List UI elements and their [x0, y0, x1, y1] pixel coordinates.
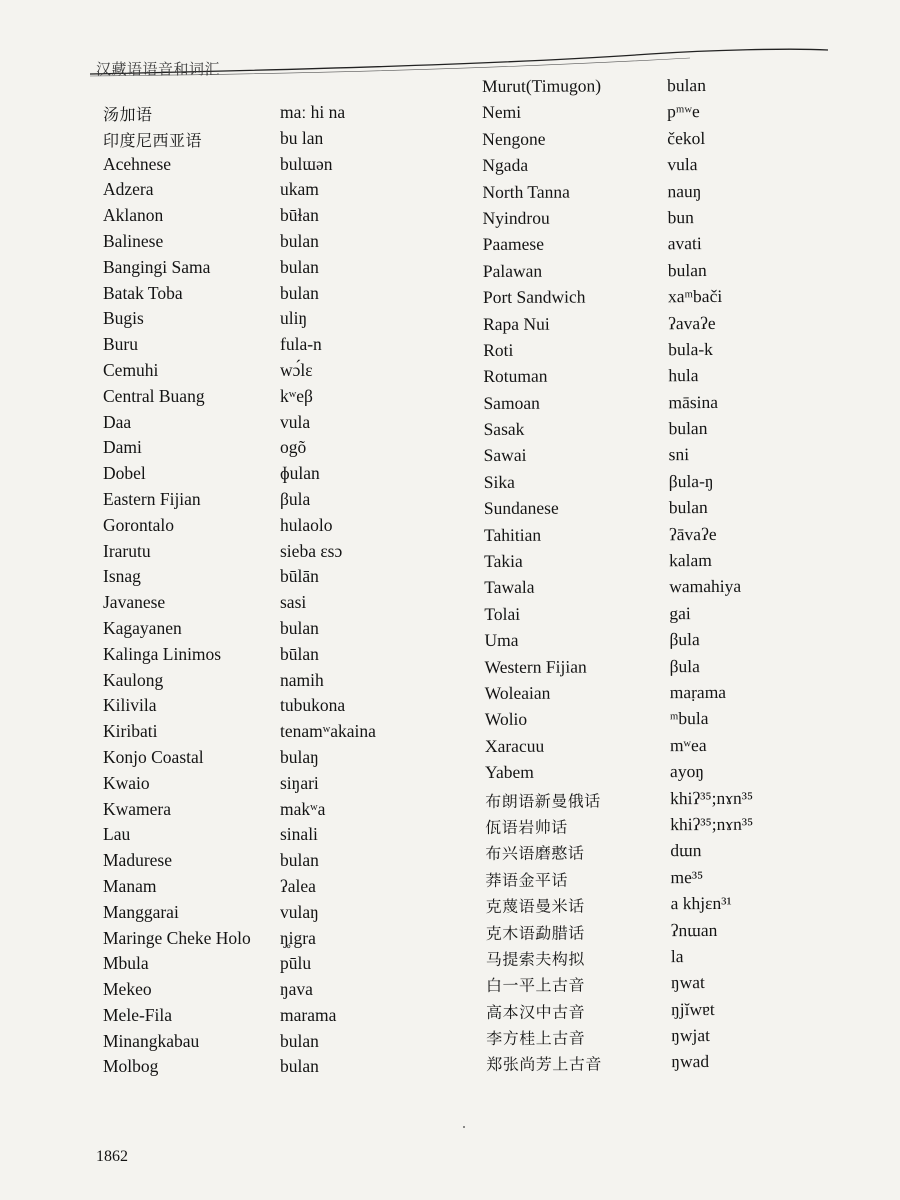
- language-name: Woleaian: [484, 682, 551, 703]
- word-form: ʔavaʔe: [668, 312, 716, 333]
- language-name: Kagayanen: [103, 617, 182, 638]
- language-name: 印度尼西亚语: [103, 130, 203, 150]
- word-form: khiʔ³⁵;nɤn³⁵: [670, 787, 754, 808]
- language-name: Batak Toba: [103, 282, 183, 303]
- word-form: ogõ: [280, 437, 307, 458]
- language-name: Acehnese: [103, 153, 172, 174]
- language-name: Sasak: [483, 418, 525, 440]
- entry-row: [103, 876, 483, 902]
- language-name: 马提索夫构拟: [485, 949, 585, 969]
- word-form: čekol: [667, 127, 706, 148]
- entry-row: [486, 1024, 866, 1052]
- entry-row: [483, 391, 863, 419]
- language-name: Rapa Nui: [483, 313, 550, 334]
- word-form: βula-ŋ: [668, 470, 714, 492]
- entry-row: [103, 283, 483, 309]
- language-name: 汤加语: [103, 105, 153, 124]
- entry-row: [103, 489, 483, 515]
- language-name: Javanese: [103, 592, 166, 613]
- language-name: 佤语岩帅话: [485, 817, 568, 837]
- word-form: būlān: [280, 566, 319, 587]
- entry-row: [103, 799, 483, 825]
- entry-row: [483, 312, 863, 340]
- language-name: Ngada: [482, 154, 529, 176]
- entry-row: [103, 566, 483, 592]
- entry-row: [482, 154, 862, 182]
- language-name: Madurese: [103, 850, 173, 871]
- word-form: bulan: [668, 418, 708, 439]
- entry-row: [484, 470, 864, 498]
- language-name: Nyindrou: [482, 207, 550, 228]
- word-form: βula: [280, 488, 311, 509]
- entry-row: [103, 463, 483, 489]
- word-form: bulɯən: [280, 153, 333, 174]
- entry-row: [103, 618, 483, 644]
- language-name: Gorontalo: [103, 514, 174, 535]
- language-name: Roti: [483, 339, 514, 360]
- entry-row: [485, 655, 865, 683]
- word-form: sni: [668, 444, 690, 465]
- entry-row: [485, 734, 865, 762]
- entry-row: [103, 902, 483, 928]
- page-number: 1862: [96, 1148, 128, 1165]
- entry-row: [486, 892, 866, 920]
- word-form: bun: [667, 207, 694, 228]
- entry-row: [103, 1005, 483, 1031]
- word-form: tubukona: [280, 695, 346, 716]
- word-form: bu lan: [280, 127, 324, 148]
- entry-row: [103, 541, 483, 567]
- language-name: Dobel: [103, 463, 146, 484]
- word-form: maṛama: [669, 681, 727, 703]
- entry-row: [103, 824, 483, 850]
- language-name: Irarutu: [103, 540, 151, 561]
- language-name: Kiribati: [103, 721, 158, 742]
- entry-row: [103, 592, 483, 618]
- word-form: ukam: [280, 179, 319, 200]
- language-name: Kwaio: [103, 772, 150, 793]
- entry-row: [485, 708, 865, 736]
- entry-row: [483, 338, 863, 366]
- word-form: bulan: [280, 1056, 319, 1077]
- word-form: βula: [669, 629, 700, 650]
- language-name: Daa: [103, 411, 132, 432]
- entry-row: [482, 101, 862, 129]
- language-name: Port Sandwich: [482, 286, 586, 308]
- entry-row: [103, 128, 483, 154]
- stray-mark: [463, 1126, 465, 1128]
- word-form: ŋwat: [670, 972, 705, 993]
- word-form: la: [670, 946, 684, 967]
- word-form: bulan: [280, 282, 319, 303]
- language-name: Yabem: [484, 761, 534, 783]
- entry-row: [103, 721, 483, 747]
- language-name: Sika: [483, 471, 515, 492]
- word-form: ŋ̥igra: [280, 927, 316, 948]
- word-form: kalam: [669, 550, 712, 571]
- entry-row: [484, 602, 864, 630]
- word-form: bulan: [666, 75, 706, 96]
- language-name: 莽语金平话: [485, 870, 569, 890]
- entry-row: [103, 205, 483, 231]
- left-column: [103, 102, 483, 1082]
- entry-row: [483, 285, 863, 313]
- word-form: hula: [668, 365, 699, 386]
- language-name: Mekeo: [103, 979, 152, 1000]
- entry-row: [483, 206, 863, 234]
- language-name: Manam: [103, 875, 157, 896]
- word-form: vula: [280, 411, 311, 432]
- entry-row: [103, 231, 483, 257]
- language-name: Uma: [484, 630, 519, 651]
- language-name: Xaracuu: [484, 735, 545, 756]
- entry-row: [483, 417, 863, 445]
- language-name: Bugis: [103, 308, 144, 329]
- entry-row: [485, 760, 865, 788]
- entry-row: [483, 365, 863, 393]
- language-name: Central Buang: [103, 385, 205, 406]
- language-name: Aklanon: [103, 205, 164, 226]
- word-form: dɯn: [670, 840, 702, 861]
- language-name: Tahitian: [483, 524, 542, 545]
- word-form: pᵐʷe: [667, 101, 700, 122]
- entry-row: [103, 334, 483, 360]
- language-name: 郑张尚芳上古音: [486, 1054, 602, 1075]
- language-name: Samoan: [483, 392, 540, 413]
- language-name: Kaulong: [103, 669, 164, 690]
- entry-row: [484, 629, 864, 657]
- entry-row: [484, 497, 864, 525]
- word-form: ɸulan: [280, 463, 320, 484]
- entry-row: [103, 437, 483, 463]
- word-form: sasi: [280, 592, 307, 613]
- word-form: ayoŋ: [669, 761, 705, 782]
- entry-row: [103, 386, 483, 412]
- entry-row: [482, 180, 862, 208]
- word-form: ŋwjat: [671, 1025, 711, 1046]
- entry-row: [486, 919, 866, 947]
- word-form: xaᵐbači: [667, 286, 723, 307]
- word-form: bulan: [280, 256, 319, 277]
- language-name: Balinese: [103, 230, 164, 251]
- entry-row: [103, 515, 483, 541]
- entry-row: [482, 74, 862, 102]
- entry-row: [103, 1031, 483, 1057]
- language-name: Molbog: [103, 1056, 159, 1077]
- language-name: 布兴语磨憨话: [485, 843, 585, 864]
- language-name: 高本汉中古音: [486, 1002, 586, 1022]
- word-form: sinali: [280, 824, 318, 845]
- word-form: ʔalea: [280, 875, 316, 896]
- entry-row: [103, 1056, 483, 1082]
- language-name: Western Fijian: [484, 656, 587, 677]
- word-form: gai: [669, 602, 691, 624]
- entry-row: [483, 233, 863, 261]
- language-name: North Tanna: [482, 181, 570, 202]
- word-form: kʷeβ: [280, 385, 313, 406]
- entry-row: [485, 866, 865, 894]
- word-form: sieba ɛsɔ: [280, 540, 343, 561]
- word-form: me³⁵: [670, 866, 704, 887]
- entry-row: [103, 179, 483, 205]
- language-name: Eastern Fijian: [103, 488, 201, 509]
- language-name: Maringe Cheke Holo: [103, 927, 251, 948]
- entry-row: [485, 681, 865, 709]
- language-name: Cemuhi: [103, 359, 159, 380]
- entry-row: [103, 644, 483, 670]
- word-form: βula: [669, 655, 700, 676]
- entry-row: [484, 444, 864, 472]
- entry-row: [483, 259, 863, 287]
- language-name: 李方桂上古音: [486, 1028, 586, 1049]
- entry-row: [482, 127, 862, 155]
- word-form: maː hi na: [280, 102, 346, 122]
- entry-row: [103, 154, 483, 180]
- language-name: Sawai: [483, 445, 527, 466]
- word-form: ŋwad: [671, 1051, 710, 1072]
- language-name: Bangingi Sama: [103, 256, 211, 277]
- word-form: ᵐbula: [669, 708, 709, 729]
- language-name: Lau: [103, 824, 131, 845]
- entry-row: [484, 523, 864, 551]
- language-name: Kwamera: [103, 798, 172, 819]
- word-form: ŋjĭwɐt: [671, 998, 715, 1019]
- entry-row: [103, 773, 483, 799]
- word-form: bulaŋ: [280, 746, 319, 767]
- right-column: [482, 74, 866, 1078]
- word-form: bulan: [668, 497, 708, 518]
- language-name: Sundanese: [483, 497, 559, 519]
- language-name: 布朗语新曼俄话: [485, 791, 601, 811]
- language-name: Murut(Timugon): [482, 75, 602, 96]
- word-form: avati: [667, 233, 702, 254]
- language-name: Tolai: [484, 603, 521, 624]
- entry-row: [486, 972, 866, 1000]
- word-form: ʔāvaʔe: [668, 523, 717, 544]
- word-form: makʷa: [280, 798, 326, 819]
- language-name: Kilivila: [103, 695, 157, 716]
- word-form: vulaŋ: [280, 901, 319, 922]
- word-form: pūlu: [280, 953, 312, 974]
- entry-row: [484, 549, 864, 577]
- word-form: māsina: [668, 391, 719, 412]
- word-form: a khjɛn³¹: [670, 893, 732, 914]
- word-form: bulan: [280, 850, 319, 871]
- language-name: Manggarai: [103, 901, 179, 922]
- entry-row: [103, 695, 483, 721]
- running-head: 汉藏语语音和词汇: [96, 60, 221, 78]
- word-form: bulan: [280, 1030, 319, 1051]
- entry-row: [486, 998, 866, 1026]
- word-form: marama: [280, 1004, 337, 1025]
- entry-row: [103, 412, 483, 438]
- word-form: bulan: [280, 230, 319, 251]
- entry-row: [484, 576, 864, 604]
- word-form: uliŋ: [280, 308, 308, 329]
- language-name: Palawan: [482, 260, 543, 281]
- entry-row: [103, 102, 483, 128]
- word-form: siŋari: [280, 772, 319, 793]
- language-name: Konjo Coastal: [103, 746, 204, 767]
- word-form: fula-n: [280, 334, 322, 355]
- language-name: Kalinga Linimos: [103, 643, 222, 664]
- language-name: 白一平上古音: [485, 975, 586, 996]
- word-form: khiʔ³⁵;nɤn³⁵: [670, 813, 754, 835]
- entry-row: [103, 747, 483, 773]
- word-form: nauŋ: [667, 180, 702, 201]
- language-name: Rotuman: [483, 366, 548, 387]
- language-name: Wolio: [484, 709, 528, 730]
- entry-row: [486, 945, 866, 973]
- word-form: bula-k: [668, 338, 713, 360]
- entry-row: [485, 840, 865, 868]
- entry-row: [103, 308, 483, 334]
- language-name: 克木语勐腊话: [485, 923, 585, 943]
- language-name: Mbula: [103, 953, 149, 974]
- word-form: wamahiya: [669, 576, 742, 597]
- language-name: Adzera: [103, 179, 154, 200]
- entry-row: [485, 813, 865, 841]
- word-form: namih: [280, 669, 324, 690]
- entry-row: [103, 928, 483, 954]
- entry-row: [103, 953, 483, 979]
- word-form: wɔ́lɛ: [280, 359, 313, 380]
- word-form: mʷea: [669, 734, 707, 755]
- entry-row: [103, 850, 483, 876]
- language-name: Paamese: [482, 234, 545, 255]
- language-name: Tawala: [484, 577, 535, 598]
- word-form: ʔnɯan: [670, 919, 718, 940]
- word-form: bulan: [280, 617, 319, 638]
- word-form: hulaolo: [280, 514, 333, 535]
- word-form: būɫan: [280, 205, 319, 226]
- language-name: 克蔑语曼米话: [485, 896, 585, 917]
- language-name: Buru: [103, 334, 138, 355]
- word-form: tenamʷakaina: [280, 721, 376, 742]
- language-name: Dami: [103, 437, 142, 458]
- word-form: būlan: [280, 643, 319, 664]
- language-name: Nengone: [482, 128, 546, 149]
- entry-row: [486, 1051, 866, 1079]
- language-name: Nemi: [482, 102, 522, 123]
- language-name: Mele-Fila: [103, 1004, 173, 1025]
- language-name: Isnag: [103, 566, 141, 587]
- language-name: Takia: [484, 550, 523, 572]
- word-form: bulan: [667, 259, 707, 280]
- word-form: ŋava: [280, 979, 313, 1000]
- entry-row: [103, 979, 483, 1005]
- language-name: Minangkabau: [103, 1030, 200, 1051]
- entry-row: [103, 360, 483, 386]
- entry-row: [485, 787, 865, 815]
- entry-row: [103, 257, 483, 283]
- word-form: vula: [667, 154, 698, 175]
- entry-row: [103, 670, 483, 696]
